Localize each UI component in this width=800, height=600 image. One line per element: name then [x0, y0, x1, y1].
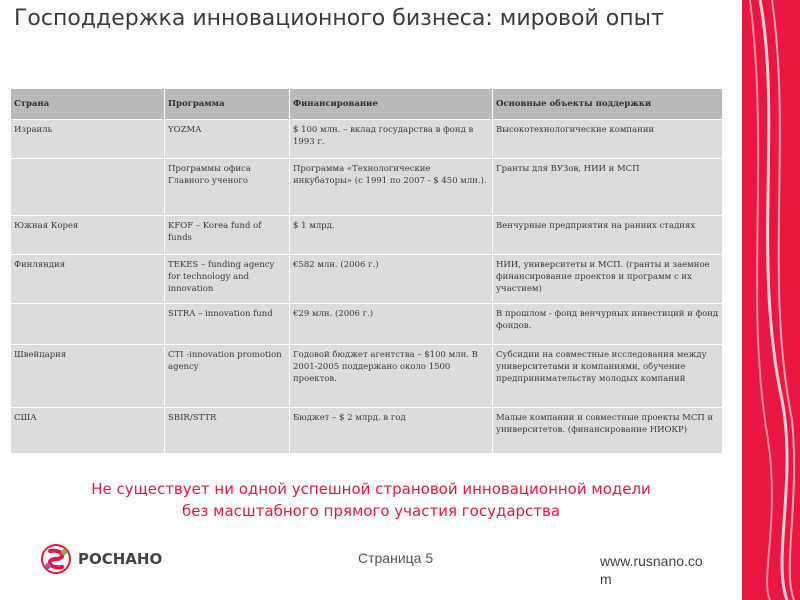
cell-support-objects: В прошлом - фонд венчурных инвестиций и фонд фондов. — [493, 304, 723, 345]
cell-country: Финляндия — [11, 255, 165, 304]
cell-financing: Годовой бюджет агентства – $100 млн. В 2001-2005 поддержано около 1500 проектов. — [290, 345, 493, 408]
table-row — [11, 345, 723, 408]
conclusion-text — [0, 478, 742, 522]
cell-support-objects: НИИ, университеты и МСП. (гранты и заемное финансирование проектов и программ с их участием) — [493, 255, 723, 304]
cell-country: Швейцария — [11, 345, 165, 408]
brand-name: РОСНАНО — [78, 550, 163, 568]
cell-financing: Программа «Технологические инкубаторы» (с 1991 по 2007 - $ 450 млн.). — [290, 159, 493, 216]
table-row — [11, 216, 723, 255]
table-row — [11, 120, 723, 159]
cell-financing: €29 млн. (2006 г.) — [290, 304, 493, 345]
cell-financing: $ 100 млн. – вклад государства в фонд в 1993 г. — [290, 120, 493, 159]
cell-country: Южная Корея — [11, 216, 165, 255]
cell-program: YOZMA — [165, 120, 290, 159]
cell-financing: Бюджет – $ 2 млрд. в год — [290, 408, 493, 457]
header-support-objects: Основные объекты поддержки — [493, 89, 723, 120]
cell-financing: $ 1 млрд. — [290, 216, 493, 255]
support-table-container — [10, 88, 722, 453]
decorative-side-band — [742, 0, 800, 600]
cell-program: CTI -innovation promotion agency — [165, 345, 290, 408]
cell-support-objects: Малые компании и совместные проекты МСП и университетов. (финансирование НИОКР) — [493, 408, 723, 457]
header-country: Страна — [11, 89, 165, 120]
conclusion-line-1: Не существует ни одной успешной страновой инновационной модели — [91, 480, 651, 498]
cell-program: KFOF – Korea fund of funds — [165, 216, 290, 255]
decorative-stripes — [742, 0, 800, 600]
support-table — [10, 88, 723, 457]
header-financing: Финансирование — [290, 89, 493, 120]
cell-support-objects: Гранты для ВУЗов, НИИ и МСП — [493, 159, 723, 216]
cell-support-objects: Высокотехнологические компании — [493, 120, 723, 159]
cell-program: Программы офиса Главного ученого — [165, 159, 290, 216]
cell-country — [11, 304, 165, 345]
header-program: Программа — [165, 89, 290, 120]
table-row — [11, 255, 723, 304]
table-header-row — [11, 89, 723, 120]
conclusion-line-2: без масштабного прямого участия государства — [181, 502, 561, 520]
rosnano-logo — [40, 543, 162, 575]
cell-country — [11, 159, 165, 216]
cell-country: Израиль — [11, 120, 165, 159]
cell-program: TEKES – funding agency for technology and innovation — [165, 255, 290, 304]
cell-country: США — [11, 408, 165, 457]
website-url[interactable]: www.rusnano.com — [600, 553, 703, 587]
table-row — [11, 159, 723, 216]
cell-financing: €582 млн. (2006 г.) — [290, 255, 493, 304]
cell-program: SBIR/STTR — [165, 408, 290, 457]
table-row — [11, 408, 723, 457]
cell-support-objects: Субсидии на совместные исследования между университетами и компаниями, обучение предпринимательству молодых компаний — [493, 345, 723, 408]
rosnano-logo-icon — [40, 543, 72, 575]
cell-support-objects: Венчурные предприятия на ранних стадиях — [493, 216, 723, 255]
cell-program: SITRA – innovation fund — [165, 304, 290, 345]
page-number: Страница 5 — [358, 550, 434, 566]
slide-title: Господдержка инновационного бизнеса: мировой опыт — [14, 6, 664, 31]
table-row — [11, 304, 723, 345]
